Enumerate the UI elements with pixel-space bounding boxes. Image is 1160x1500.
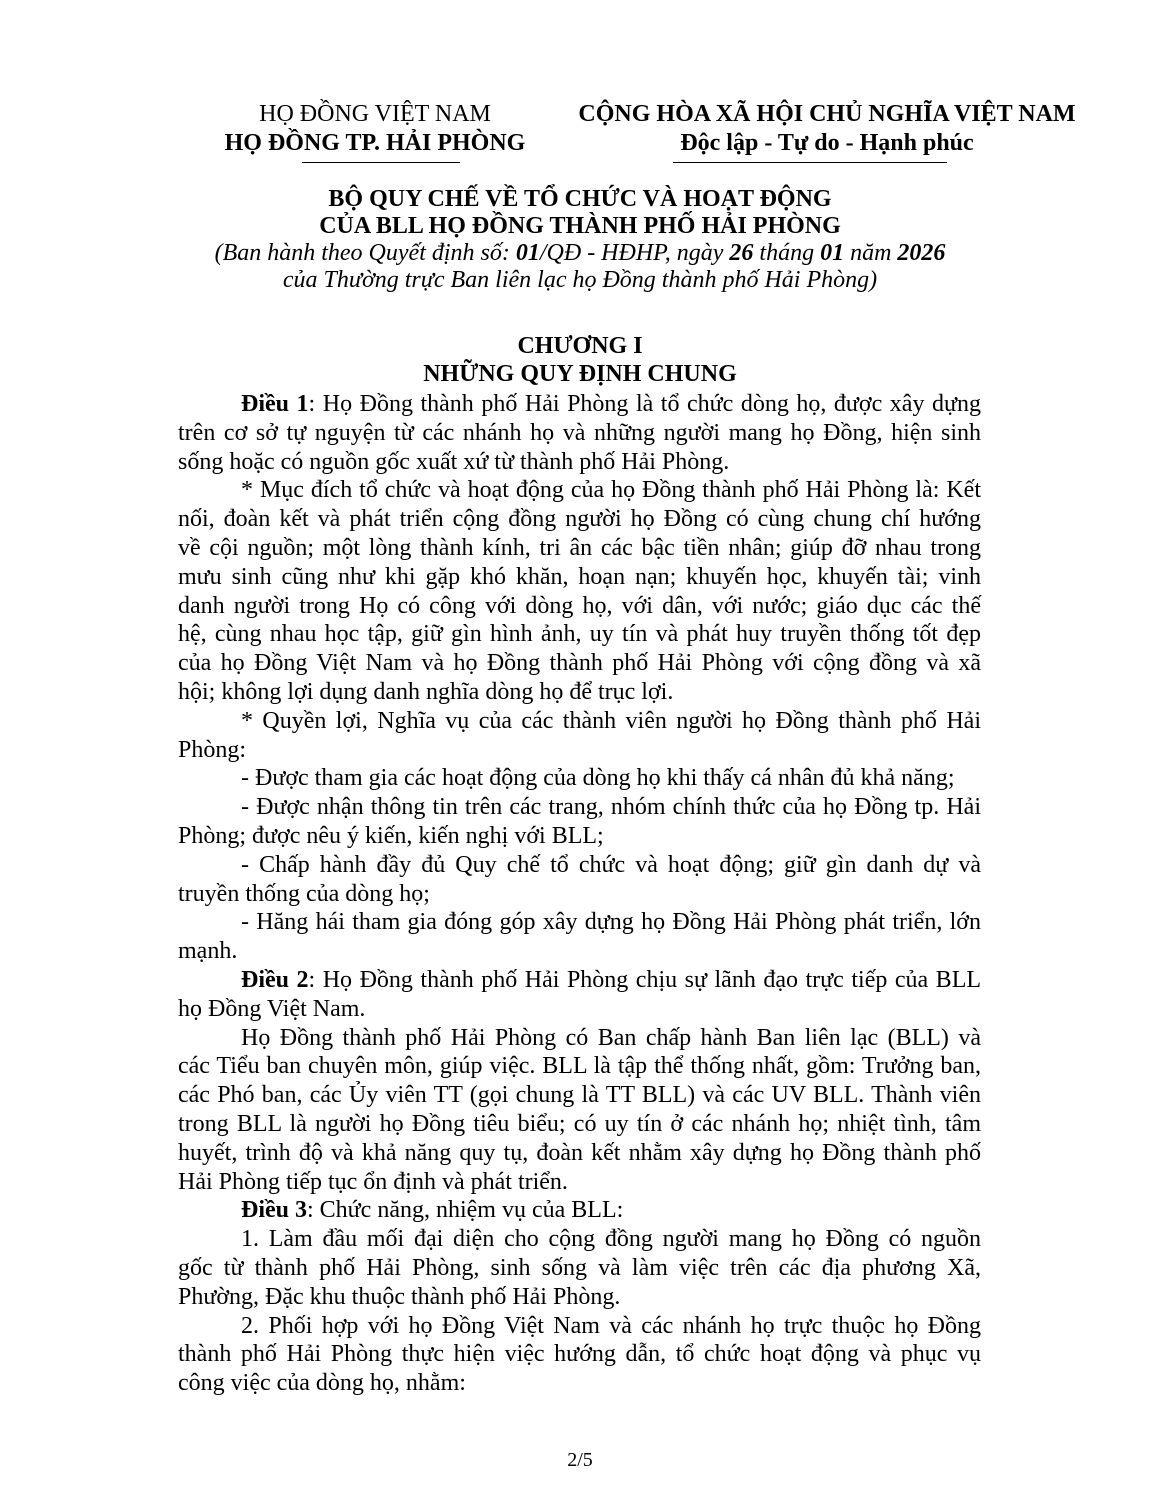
- paragraph-line: [178, 1196, 981, 1225]
- issuance-month: 01: [820, 240, 845, 266]
- paragraph-line: Hải Phòng tiếp tục ổn định và phát triển.: [178, 1168, 568, 1195]
- paragraph-line: Phòng:: [178, 736, 247, 763]
- issuer-name: HỌ ĐỒNG TP. HẢI PHÒNG: [224, 130, 526, 156]
- decision-number: 01: [515, 240, 540, 266]
- paragraph-line: Họ Đồng thành phố Hải Phòng có Ban chấp hành Ban liên lạc (BLL) và: [241, 1024, 981, 1051]
- paragraph-line: trong BLL là người họ Đồng tiêu biểu; có uy tín ở các nhánh họ; nhiệt tình, tâm: [178, 1110, 981, 1137]
- issuance-text: năm: [844, 240, 898, 266]
- paragraph-line: các Phó ban, các Ủy viên TT (gọi chung là TT BLL) và các UV BLL. Thành viên: [178, 1082, 981, 1109]
- paragraph-line: về cội nguồn; một lòng thành kính, tri ân các bậc tiền nhân; giúp đỡ nhau trong: [178, 534, 981, 561]
- paragraph-line: nối, đoàn kết và phát triển cộng đồng người họ Đồng có cùng chung chí hướng: [178, 506, 981, 533]
- motto-underline: [673, 162, 947, 163]
- chapter-heading: [0, 332, 1160, 388]
- paragraph-line: [178, 966, 981, 995]
- bullet-item: - Được tham gia các hoạt động của dòng họ khi thấy cá nhân đủ khả năng;: [241, 765, 955, 792]
- article-text: : Chức năng, nhiệm vụ của BLL:: [307, 1197, 624, 1224]
- article-label: Điều 3: [241, 1197, 307, 1224]
- document-title: [0, 186, 1160, 294]
- paragraph-line: * Quyền lợi, Nghĩa vụ của các thành viên người họ Đồng thành phố Hải: [241, 707, 981, 734]
- issuing-authority: của Thường trực Ban liên lạc họ Đồng thành phố Hải Phòng): [282, 267, 878, 293]
- paragraph-line: Phường, Đặc khu thuộc thành phố Hải Phòng.: [178, 1283, 621, 1310]
- chapter-number: CHƯƠNG I: [517, 333, 643, 359]
- paragraph-line: sống hoặc có nguồn gốc xuất xứ từ thành phố Hải Phòng.: [178, 448, 730, 475]
- issuance-text: (Ban hành theo Quyết định số:: [214, 240, 516, 266]
- bullet-item: - Hăng hái tham gia đóng góp xây dựng họ Đồng Hải Phòng phát triển, lớn: [241, 909, 981, 936]
- article-label: Điều 2: [241, 966, 309, 993]
- paragraph-line: * Mục đích tổ chức và hoạt động của họ Đồng thành phố Hải Phòng là: Kết: [241, 477, 981, 504]
- paragraph-line: của họ Đồng Việt Nam và họ Đồng thành phố Hải Phòng với cộng đồng và xã: [178, 650, 981, 677]
- title-line-1: BỘ QUY CHẾ VỀ TỔ CHỨC VÀ HOẠT ĐỘNG: [328, 186, 832, 212]
- issuance-text: /QĐ - HĐHP, ngày: [539, 240, 730, 266]
- paragraph-line: huyết, trình độ và khả năng quy tụ, đoàn kết nhằm xây dựng họ Đồng thành phố: [178, 1139, 981, 1166]
- title-line-2: CỦA BLL HỌ ĐỒNG THÀNH PHỐ HẢI PHÒNG: [319, 213, 841, 239]
- numbered-item: 1. Làm đầu mối đại diện cho cộng đồng người mang họ Đồng có nguồn: [241, 1226, 981, 1253]
- paragraph-line: hội; không lợi dụng danh nghĩa dòng họ để trục lợi.: [178, 678, 674, 705]
- paragraph-line: truyền thống của dòng họ;: [178, 880, 430, 907]
- paragraph-line: danh người trong Họ có công với dòng họ, với dân, với nước; giáo dục các thế: [178, 592, 981, 619]
- issuer-block: [215, 100, 535, 158]
- paragraph-line: Phòng; được nêu ý kiến, kiến nghị với BLL;: [178, 822, 604, 849]
- issuance-year: 2026: [897, 240, 946, 266]
- article-text: : Họ Đồng thành phố Hải Phòng là tổ chức dòng họ, được xây dựng: [308, 391, 982, 417]
- article-label: Điều 1: [241, 391, 309, 417]
- page-number: 2/5: [567, 1449, 593, 1471]
- issuance-text: tháng: [753, 240, 821, 266]
- issuance-day: 26: [729, 240, 754, 266]
- country-name: CỘNG HÒA XÃ HỘI CHỦ NGHĨA VIỆT NAM: [578, 101, 1076, 127]
- document-header: [0, 100, 1160, 170]
- paragraph-line: hệ, cùng nhau học tập, giữ gìn hình ảnh, uy tín và phát huy truyền thống tốt đẹp: [178, 621, 981, 648]
- numbered-item: 2. Phối hợp với họ Đồng Việt Nam và các nhánh họ trực thuộc họ Đồng: [241, 1312, 981, 1339]
- issuer-parent: HỌ ĐỒNG VIỆT NAM: [259, 101, 491, 127]
- national-motto-block: [562, 100, 1092, 158]
- paragraph-line: gốc từ thành phố Hải Phòng, sinh sống và làm việc trên các địa phương Xã,: [178, 1254, 981, 1281]
- bullet-item: - Chấp hành đầy đủ Quy chế tổ chức và hoạt động; giữ gìn danh dự và: [241, 851, 981, 878]
- paragraph-line: thành phố Hải Phòng thực hiện việc hướng dẫn, tổ chức hoạt động và phục vụ: [178, 1341, 981, 1368]
- issuance-note: [0, 240, 1160, 267]
- paragraph-line: mạnh.: [178, 938, 238, 965]
- paragraph-line: trên cơ sở tự nguyện từ các nhánh họ và những người mang họ Đồng, hiện sinh: [178, 419, 981, 446]
- chapter-name: NHỮNG QUY ĐỊNH CHUNG: [423, 361, 737, 387]
- paragraph-line: các Tiểu ban chuyên môn, giúp việc. BLL là tập thể thống nhất, gồm: Trưởng ban,: [178, 1053, 981, 1080]
- article-text: : Họ Đồng thành phố Hải Phòng chịu sự lãnh đạo trực tiếp của BLL: [308, 966, 982, 993]
- national-motto: Độc lập - Tự do - Hạnh phúc: [680, 130, 974, 156]
- bullet-item: - Được nhận thông tin trên các trang, nhóm chính thức của họ Đồng tp. Hải: [241, 794, 981, 821]
- paragraph-line: họ Đồng Việt Nam.: [178, 995, 366, 1022]
- document-body: [178, 390, 981, 1398]
- paragraph-line: [178, 390, 981, 419]
- paragraph-line: công việc của dòng họ, nhằm:: [178, 1370, 466, 1397]
- issuer-underline: [302, 162, 460, 163]
- paragraph-line: mưu sinh cũng như khi gặp khó khăn, hoạn nạn; khuyến học, khuyến tài; vinh: [178, 563, 981, 590]
